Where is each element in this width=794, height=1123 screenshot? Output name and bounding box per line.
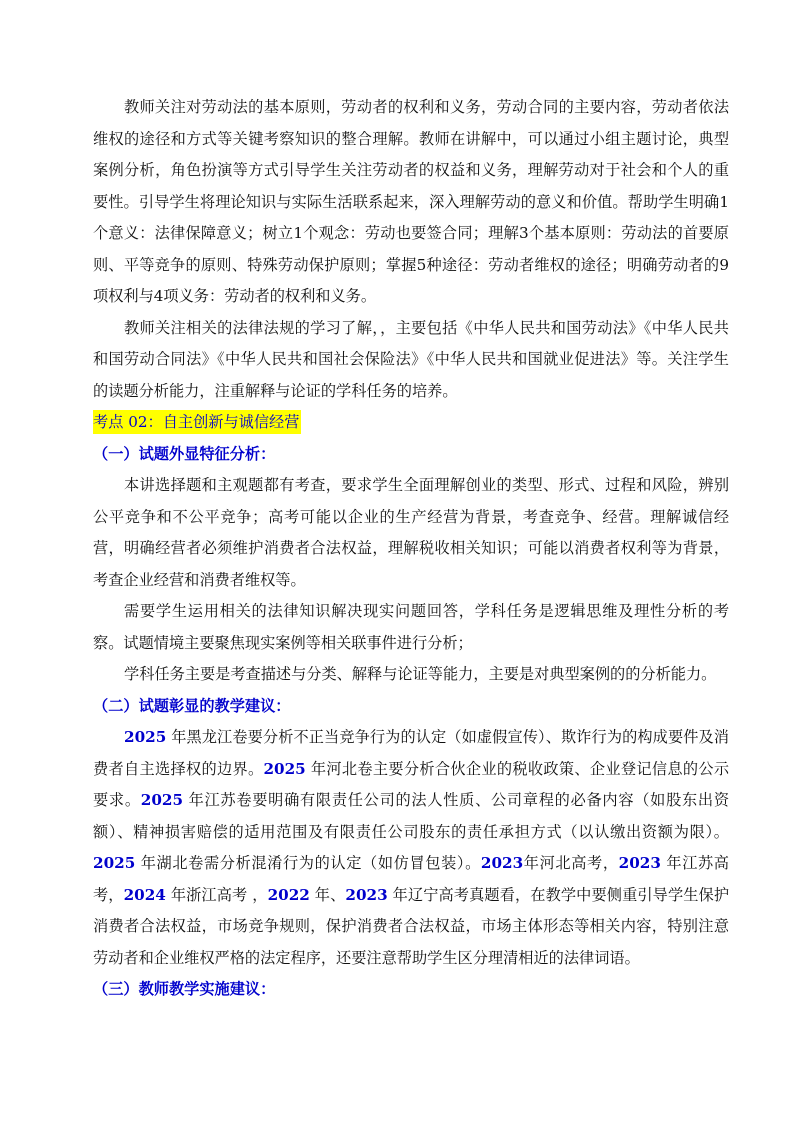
exam-text: 年河北卷主要分析合伙企业的税收政策、企业登记信息的公示要求。: [93, 759, 729, 809]
subheading-teaching-suggestions: （二）试题彰显的教学建议：: [93, 696, 291, 715]
year-label: 2025: [93, 854, 136, 872]
subheading-features: （一）试题外显特征分析：: [93, 444, 276, 463]
exam-text: 年江苏卷要明确有限责任公司的法人性质、公司章程的必备内容（如股东出资额）、精神损害赔偿的适用范围及有限责任公司股东的责任承担方式（以认缴出资额为限）。: [93, 791, 730, 841]
exam-text: 年河北高考，: [523, 854, 619, 872]
section-heading-wrap: [93, 407, 729, 439]
exam-text: 年、: [309, 885, 346, 904]
exam-text: 年江苏高考，: [93, 854, 729, 904]
exam-text: 年浙江高考 ，: [165, 885, 268, 904]
exam-text: 年湖北卷需分析混淆行为的认定（如仿冒包装）。: [135, 854, 481, 872]
paragraph-question-types: 本讲选择题和主观题都有考查，要求学生全面理解创业的类型、形式、过程和风险，辨别公平竞争和不公平竞争；高考可能以企业的生产经营为背景，考查竞争、经营。理解诚信经营，明确经营者必须维护消费者合法权益，理解税收相关知识；可能以消费者权利等为背景，考查企业经营和消费者维权等。: [93, 476, 729, 589]
exam-text: 年辽宁高考真题看，在教学中要侧重引导学生保护消费者合法权益，市场竞争规则，保护消费者合法权益，市场主体形态等相关内容，特别注意劳动者和企业维权严格的法定程序，还要注意帮助学生区分理清相近的法律词语。: [93, 885, 730, 967]
year-label: 2023: [345, 885, 388, 904]
year-label: 2023: [480, 854, 524, 872]
paragraph-laws-regulations: 教师关注相关的法律法规的学习了解，，主要包括《中华人民共和国劳动法》《中华人民共和国劳动合同法》《中华人民共和国社会保险法》《中华人民共和国就业促进法》等。关注学生的读题分析能力，注重解释与论证的学科任务的培养。: [93, 318, 729, 400]
year-label: 2023: [618, 854, 661, 872]
paragraph-labor-law-teaching: 教师关注对劳动法的基本原则，劳动者的权利和义务，劳动合同的主要内容，劳动者依法维权的途径和方式等关键考察知识的整合理解。教师在讲解中，可以通过小组主题讨论，典型案例分析，角色扮演等方式引导学生关注劳动者的权益和义务，理解劳动对于社会和个人的重要性。引导学生将理论知识与实际生活联系起来，深入理解劳动的意义和价值。帮助学生明确1个意义：法律保障意义；树立1个观念：劳动也要签合同；理解3个基本原则：劳动法的首要原则、平等竞争的原则、特殊劳动保护原则；掌握5种途径：劳动者维权的途径；明确劳动者的9项权利与4项义务：劳动者的权利和义务。: [93, 98, 729, 305]
section-heading: 考点 02：自主创新与诚信经营: [93, 410, 301, 434]
year-label: 2024: [123, 885, 166, 904]
year-label: 2022: [267, 885, 310, 904]
document-body: [93, 92, 729, 1006]
subheading-implementation: （三）教师教学实施建议：: [93, 980, 276, 998]
year-label: 2025: [140, 791, 184, 809]
exam-text: 年黑龙江卷要分析不正当竞争行为的认定（如虚假宣传）、欺诈行为的构成要件及消费者自主选择权的边界。: [93, 728, 729, 778]
year-label: 2025: [124, 728, 167, 746]
paragraph-exam-analysis: [93, 722, 729, 974]
paragraph-legal-knowledge: 需要学生运用相关的法律知识解决现实问题回答，学科任务是逻辑思维及理性分析的考察。试题情境主要聚焦现实案例等相关联事件进行分析；: [93, 602, 729, 652]
paragraph-subject-tasks: 学科任务主要是考查描述与分类、解释与论证等能力，主要是对典型案例的的分析能力。: [124, 665, 717, 683]
year-label: 2025: [263, 759, 306, 778]
